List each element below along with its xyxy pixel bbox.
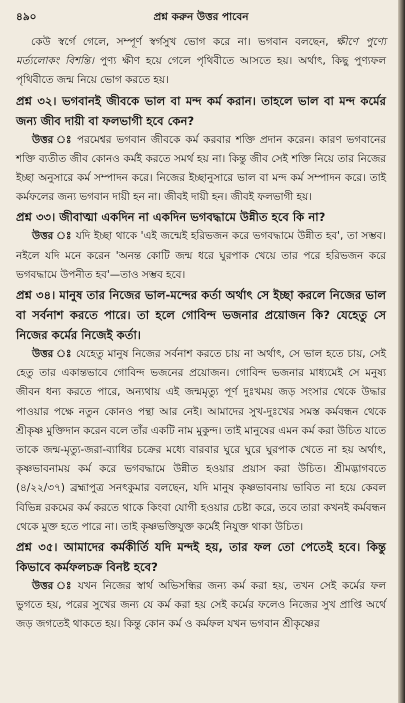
question-33: প্রশ্ন ৩৩। জীবাত্মা একদিন না একদিন ভগবদ্ধামে উন্নীত হবে কি না? — [16, 210, 326, 225]
page-header — [16, 9, 386, 27]
body-text — [16, 33, 386, 635]
intro-text-end: পুণ্য ক্ষীণ হয়ে গেলে পৃথিবীতে আসতে হয়। অর্থাৎ, কিছু পুণ্যফল পৃথিবীতে জন্ম নিয়ে ভোগ করতে হয়। — [16, 55, 386, 87]
running-title: প্রশ্ন করুন উত্তর পাবেন — [153, 11, 249, 23]
answer-label: উত্তর ঃ — [32, 230, 72, 243]
answer-34-text: যেহেতু মানুষ নিজের সর্বনাশ করতে চায় না অর্থাৎ, সে ভাল হতে চায়, সেই হেতু তার একান্তভাবে গোবিন্দ ভজনের প্রয়োজন। গোবিন্দ ভজনার মাধ্যমেই সে মনুষ্য জীবন ধন্য করতে পারে, অন্যথায় এই জন্মমৃত্যু পূর্ণ দুঃখময় জড় সংসার থেকে উদ্ধার পাওয়ার পক্ষে নতুন কোনও পন্থা আর নেই। আমাদের সুখ-দুঃখের সমস্ত কর্মবন্ধন থেকে শ্রীকৃষ্ণ মুক্তিদান করেন বলে তাঁর একটি নাম মুকুন্দ। তাই মানুষের এমন কর্ম করা উচিত যাতে তাকে জন্ম-মৃত্যু-জরা-ব্যাধির চক্রের মধ্যে বারবার ঘুরে ঘুরে ঘুরপাক খেতে না হয় অর্থাৎ, কৃষ্ণভাবনাময় কর্ম করে ভগবদ্ধামে উন্নীত হওয়ার প্রয়াস করা উচিত। শ্রীমদ্ভাগবতে (৪/২২/৩৭) ব্রহ্মাপুত্র সনৎকুমার বলছেন, যদি মানুষ কৃষ্ণভাবনায় ভাবিত না হয়ে কেবল বিভিন্ন রকমের কর্ম করতে থাকে কিংবা যোগী হওয়ার চেষ্টা করে, তবে তারা কখনই কর্মবন্ধন থেকে মুক্ত হতে পারে না। তাই কৃষ্ণভক্তিযুক্ত কর্মেই নিযুক্ত থাকা উচিত। — [16, 348, 387, 533]
answer-32 — [16, 131, 386, 208]
question-35: প্রশ্ন ৩৫। আমাদের কর্মকীর্তি যদি মন্দই হয়, তার ফল তো পেতেই হবে। কিন্তু কিভাবে কর্মফলচক্র বিনষ্ট হবে? — [16, 540, 386, 575]
answer-33-text: যদি ইচ্ছা থাকে 'এই জন্মেই হরিভজন করে ভগবদ্ধামে উন্নীত হব', তা সম্ভব। নইলে যদি মনে করেন 'অনন্ত কোটি জন্ম ধরে ঘুরপাক খেয়ে তার পরে হরিভজন করে ভগবদ্ধামে উপনীত হব'—তাও সম্ভব হবে। — [16, 230, 387, 281]
answer-label: উত্তর ঃ — [32, 580, 74, 593]
answer-32-text: পরমেশ্বর ভগবান জীবকে কর্ম করবার শক্তি প্রদান করেন। কারণ ভগবানের শক্তি ব্যতীত জীব কোনও কর্মই করতে সমর্থ হয় না। কিন্তু জীব সেই শক্তি নিয়ে তার নিজের ইচ্ছা অনুসারে কর্ম সম্পাদন করে। নিজের ইচ্ছানুসারে ভাল বা মন্দ কর্ম সম্পাদন করে। তাই কর্মফলের জন্য ভগবান দায়ী হন না। জীবই দায়ী হন। জীবই ফলভাগী হয়। — [16, 133, 386, 204]
intro-quote: ক্ষীণে পুণ্যে মর্ত্যলোকং বিশন্তি। — [16, 36, 386, 68]
intro-text-start: কেউ স্বর্গে গেলে, সম্পূর্ণ স্বর্গসুখ ভোগ করে না। ভগবান বলছেন, — [31, 36, 337, 48]
answer-35-text: যখন নিজের স্বার্থ অভিসন্ধির জন্য কর্ম করা হয়, তখন সেই কর্মের ফল ভুগতে হয়, পরের সুখের জন্য যে কর্ম করা হয় সেই কর্মের ফলেও নিজের সুখ প্রাপ্তি অর্থে জড় জগতেই থাকতে হয়। কিন্তু কোন কর্ম ও কর্মফল যখন ভগবান শ্রীকৃষ্ণের — [16, 580, 386, 631]
question-32: প্রশ্ন ৩২। ভগবানই জীবকে ভাল বা মন্দ কর্ম করান। তাহলে ভাল বা মন্দ কর্মের জন্য জীব দায়ী বা ফলভাগী হবে কেন? — [16, 93, 386, 128]
question-34: প্রশ্ন ৩৪। মানুষ তার নিজের ভাল-মন্দের কর্তা অর্থাৎ সে ইচ্ছা করলে নিজের ভাল বা সর্বনাশ করতে পারে। তা হলে গোবিন্দ ভজনার প্রয়োজন কি? যেহেতু সে নিজের কর্মের নিজেই কর্তা। — [16, 288, 386, 343]
answer-33 — [16, 227, 386, 285]
answer-label: উত্তর ঃ — [32, 133, 74, 146]
answer-35 — [16, 577, 386, 635]
answer-34 — [16, 345, 386, 537]
page-number: ৪৯০ — [16, 11, 37, 23]
page-edge-shadow — [398, 0, 405, 703]
answer-label: উত্তর ঃ — [32, 348, 73, 361]
intro-paragraph — [16, 33, 386, 91]
